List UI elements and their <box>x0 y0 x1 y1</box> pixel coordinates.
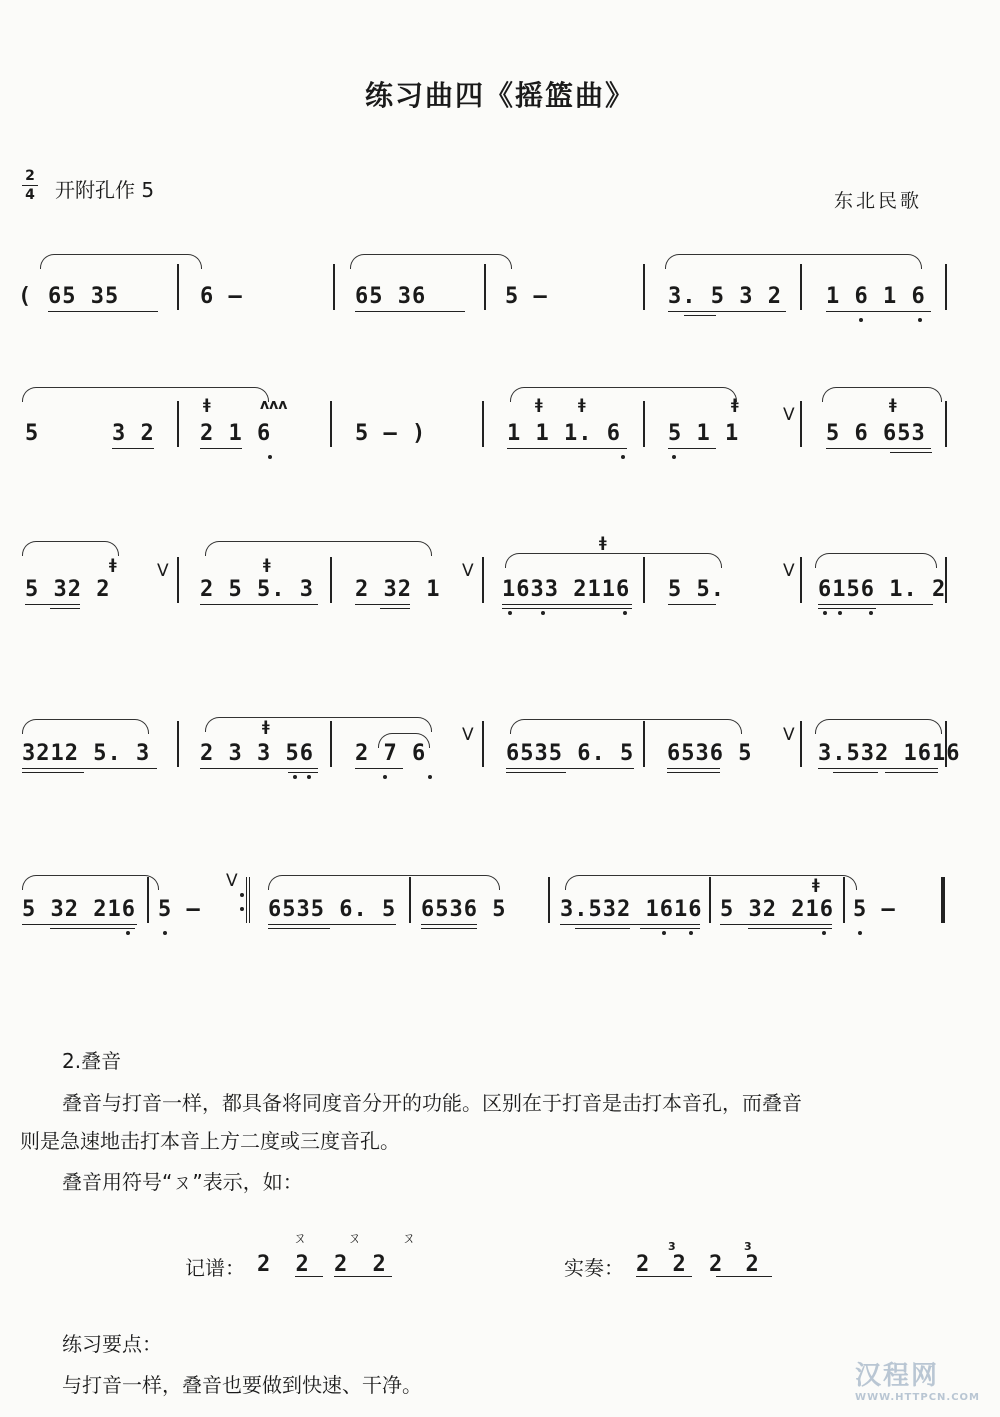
barline <box>800 264 802 310</box>
score-line-1 <box>0 220 1000 310</box>
notes: 5 32 216 <box>720 897 834 922</box>
notes: 5 <box>25 421 40 446</box>
slur <box>350 254 512 269</box>
paren-open: ( <box>18 284 33 309</box>
breath-mark: V <box>783 725 795 745</box>
underline <box>50 928 135 929</box>
low-dot <box>307 775 311 779</box>
fingering-note: 开附孔作 5 <box>55 178 155 202</box>
barline <box>482 557 484 603</box>
notes: 6536 5 <box>667 741 753 766</box>
underline <box>575 928 630 929</box>
underline <box>502 608 632 609</box>
time-sig-bottom: 4 <box>25 187 35 203</box>
slur <box>510 387 737 402</box>
notation-label: 记谱： <box>185 1256 245 1280</box>
low-dot <box>541 611 545 615</box>
paragraph-1b: 则是急速地击打本音上方二度或三度音孔。 <box>20 1129 400 1153</box>
underline <box>421 928 477 929</box>
barline <box>177 401 179 447</box>
underline <box>636 1276 692 1277</box>
underline <box>288 772 318 773</box>
repeat-dot <box>240 907 244 911</box>
trill-icon: ǂ <box>578 397 586 413</box>
barline <box>177 721 179 767</box>
trill-icon: ǂ <box>109 557 117 573</box>
underline <box>668 448 716 449</box>
slur <box>268 875 500 890</box>
barline <box>945 401 947 447</box>
underline <box>833 772 878 773</box>
paragraph-2: 叠音用符号“ㄡ”表示，如： <box>62 1170 303 1194</box>
barline <box>330 557 332 603</box>
barline <box>945 264 947 310</box>
notes: 6535 6. 5 <box>268 897 397 922</box>
notes: 2 1 6 <box>200 421 272 446</box>
underline <box>748 928 832 929</box>
underline <box>25 604 80 605</box>
slur <box>378 733 430 748</box>
trill-icon: ǂ <box>812 877 820 893</box>
notation-notes: 2 2 2 2 <box>257 1252 392 1277</box>
paragraph-1a: 叠音与打音一样，都具备将同度音分开的功能。区别在于打音是击打本音孔，而叠音 <box>62 1091 802 1115</box>
notes: 2 32 1 <box>355 577 441 602</box>
low-dot <box>858 931 862 935</box>
low-dot <box>621 455 625 459</box>
repeat-dot <box>240 893 244 897</box>
notes: 3 2 <box>112 421 155 446</box>
notes: 65 36 <box>355 284 427 309</box>
underline <box>885 772 938 773</box>
trill-icon: ǂ <box>262 719 270 735</box>
underline <box>268 928 330 929</box>
low-dot <box>163 931 167 935</box>
notes: 5 – ) <box>355 421 427 446</box>
underline <box>48 311 158 312</box>
slur <box>22 875 159 890</box>
repeat-barline <box>246 877 250 923</box>
notes: 3. 5 3 2 <box>668 284 782 309</box>
underline <box>380 608 410 609</box>
barline <box>333 264 335 310</box>
mordent-icon: ʌʌʌ <box>260 397 288 413</box>
low-dot <box>859 318 863 322</box>
notes: 5 32 216 <box>22 897 136 922</box>
barline <box>482 721 484 767</box>
notes: 6536 5 <box>421 897 507 922</box>
low-dot <box>672 455 676 459</box>
low-dot <box>869 611 873 615</box>
breath-mark: V <box>462 561 474 581</box>
slur <box>22 541 119 556</box>
underline <box>668 604 716 605</box>
notes: 6 – <box>200 284 243 309</box>
slur <box>815 553 937 568</box>
time-signature <box>20 168 40 203</box>
underline <box>295 1276 323 1277</box>
underline <box>667 772 720 773</box>
underline <box>22 772 84 773</box>
watermark-url: WWW.HTTPCN.COM <box>855 1392 980 1403</box>
notes: 5 6 653 <box>826 421 926 446</box>
tips-heading: 练习要点： <box>62 1332 162 1356</box>
notes: 3.532 1616 <box>560 897 703 922</box>
underline <box>560 924 700 925</box>
underline <box>502 604 632 605</box>
underline <box>200 768 318 769</box>
page-title: 练习曲四《摇篮曲》 <box>364 79 635 112</box>
breath-mark: V <box>226 871 238 891</box>
underline <box>890 452 932 453</box>
underline <box>507 448 627 449</box>
trill-icon: ǂ <box>889 397 897 413</box>
watermark-text: 汉程网 <box>855 1361 940 1391</box>
underline <box>506 768 634 769</box>
underline <box>826 311 931 312</box>
barline <box>800 401 802 447</box>
slur <box>510 719 742 734</box>
slur <box>665 254 922 269</box>
barline <box>643 264 645 310</box>
underline <box>22 924 137 925</box>
barline <box>945 557 947 603</box>
underline <box>334 1276 392 1277</box>
performance-notes: 2 2 2 2 <box>636 1252 764 1277</box>
notes: 3212 5. 3 <box>22 741 151 766</box>
score-line-5 <box>0 833 1000 923</box>
grace-note: 3 <box>744 1240 752 1253</box>
barline <box>945 721 947 767</box>
barline <box>548 877 550 923</box>
underline <box>818 608 876 609</box>
underline <box>668 311 786 312</box>
trill-icon: ǂ <box>535 397 543 413</box>
die-yin-marks: ㄡ ㄡ ㄡ <box>293 1231 434 1247</box>
barline <box>177 557 179 603</box>
underline <box>506 772 566 773</box>
underline <box>421 924 477 925</box>
barline <box>800 721 802 767</box>
trill-icon: ǂ <box>263 557 271 573</box>
notes: 5 5. <box>668 577 725 602</box>
notes: 65 35 <box>48 284 120 309</box>
underline <box>684 315 716 316</box>
barline <box>177 264 179 310</box>
tips-body: 与打音一样，叠音也要做到快速、干净。 <box>62 1373 422 1397</box>
notes: 2 7 6 <box>355 741 427 766</box>
score-line-3 <box>0 513 1000 603</box>
slur <box>22 387 269 402</box>
barline <box>800 557 802 603</box>
notes: 5 – <box>158 897 201 922</box>
slur <box>22 719 149 734</box>
slur <box>205 717 432 732</box>
slur <box>40 254 202 269</box>
section-heading: 2.叠音 <box>62 1049 122 1073</box>
notes: 5 – <box>505 284 548 309</box>
slur <box>205 541 432 556</box>
underline <box>720 924 832 925</box>
underline <box>667 768 720 769</box>
low-dot <box>623 611 627 615</box>
low-dot <box>293 775 297 779</box>
notes: 6156 1. 2 <box>818 577 947 602</box>
breath-mark: V <box>157 561 169 581</box>
barline <box>484 264 486 310</box>
underline <box>818 604 933 605</box>
final-barline <box>941 877 945 923</box>
slur <box>815 719 942 734</box>
low-dot <box>508 611 512 615</box>
notes: 1 1 1. 6 <box>507 421 621 446</box>
breath-mark: V <box>783 405 795 425</box>
time-sig-top: 2 <box>25 168 35 184</box>
trill-icon: ǂ <box>203 397 211 413</box>
trill-icon: ǂ <box>731 397 739 413</box>
notes: 5 1 1 <box>668 421 740 446</box>
underline <box>50 608 80 609</box>
barline <box>330 401 332 447</box>
barline <box>482 401 484 447</box>
low-dot <box>689 931 693 935</box>
notes: 5 – <box>853 897 896 922</box>
underline <box>200 448 242 449</box>
underline <box>640 928 700 929</box>
grace-note: 3 <box>668 1240 676 1253</box>
notes: 1633 2116 <box>502 577 631 602</box>
performance-label: 实奏： <box>564 1256 624 1280</box>
low-dot <box>918 318 922 322</box>
slur <box>822 387 942 402</box>
notes: 2 5 5. 3 <box>200 577 314 602</box>
underline <box>355 311 465 312</box>
low-dot <box>126 931 130 935</box>
underline <box>355 768 403 769</box>
score-line-4 <box>0 677 1000 767</box>
underline <box>22 768 157 769</box>
score-line-2 <box>0 357 1000 447</box>
notes: 5 32 2 <box>25 577 111 602</box>
notes: 6535 6. 5 <box>506 741 635 766</box>
breath-mark: V <box>783 561 795 581</box>
underline <box>716 1276 772 1277</box>
underline <box>826 448 931 449</box>
notes: 2 3 3 56 <box>200 741 314 766</box>
underline <box>268 924 396 925</box>
low-dot <box>662 931 666 935</box>
trill-icon: ǂ <box>599 535 607 551</box>
notes: 3.532 1616 <box>818 741 961 766</box>
underline <box>112 448 154 449</box>
low-dot <box>822 931 826 935</box>
low-dot <box>838 611 842 615</box>
slur <box>505 553 722 568</box>
underline <box>200 604 318 605</box>
song-source: 东北民歌 <box>834 190 923 212</box>
low-dot <box>268 455 272 459</box>
underline <box>355 604 410 605</box>
low-dot <box>823 611 827 615</box>
underline <box>818 768 938 769</box>
notes: 1 6 1 6 <box>826 284 926 309</box>
low-dot <box>428 775 432 779</box>
watermark-logo <box>855 1355 980 1403</box>
breath-mark: V <box>462 725 474 745</box>
low-dot <box>383 775 387 779</box>
barline <box>643 401 645 447</box>
